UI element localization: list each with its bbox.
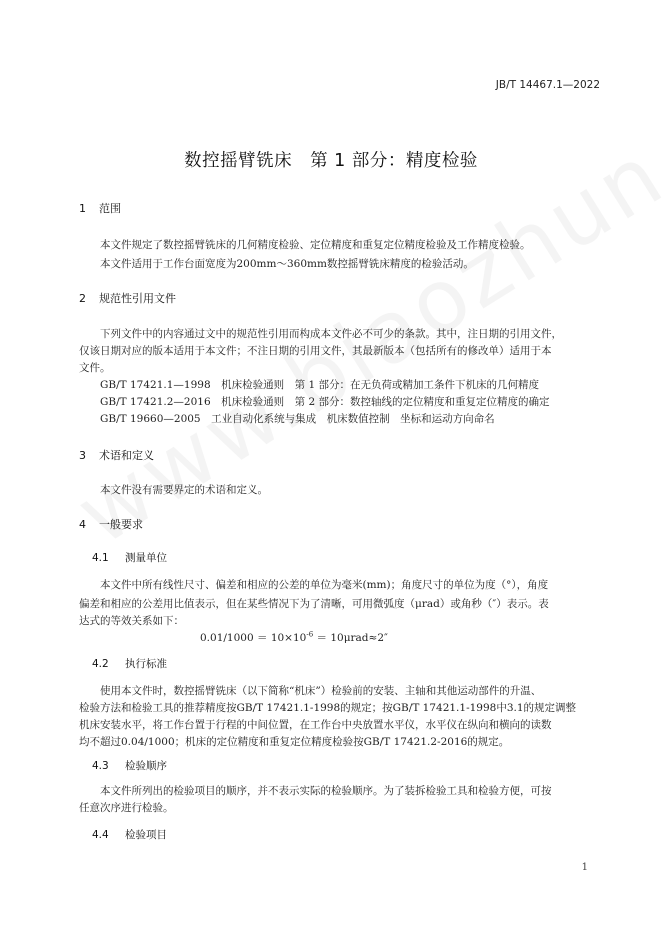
page-number: 1 — [581, 862, 588, 873]
section-3-heading — [79, 447, 154, 463]
formula-part: ＝ 10μrad≈2″ — [313, 632, 388, 644]
paragraph-line: 仅该日期对应的版本适用于本文件；不注日期的引用文件，其最新版本（包括所有的修改单）适用于本 — [79, 345, 552, 357]
paragraph-line: 机床安装水平，将工作台置于行程的中间位置，在工作台中央放置水平仪，水平仪在纵向和横向的读数 — [79, 719, 552, 731]
section-title: 规范性引用文件 — [99, 292, 176, 305]
paragraph: 本文件适用于工作台面宽度为200mm～360mm数控摇臂铣床精度的检验活动。 — [100, 258, 474, 270]
subsection-number: 4.4 — [92, 829, 109, 841]
section-title: 术语和定义 — [99, 449, 154, 462]
document-title: 数控摇臂铣床 第 1 部分：精度检验 — [184, 151, 478, 171]
section-number: 3 — [79, 449, 86, 462]
paragraph-line: 本文件所列出的检验项目的顺序，并不表示实际的检验顺序。为了装拆检验工具和检验方便，可按 — [100, 785, 552, 797]
paragraph-line: 偏差和相应的公差用比值表示，但在某些情况下为了清晰，可用微弧度（μrad）或角秒（″）表示。表 — [79, 598, 549, 610]
formula-exponent: -6 — [306, 630, 314, 639]
paragraph-line: 本文件中所有线性尺寸、偏差和相应的公差的单位为毫米(mm)；角度尺寸的单位为度（°），角度 — [100, 579, 549, 591]
paragraph-line: 任意次序进行检验。 — [79, 802, 174, 814]
paragraph-line: 下列文件中的内容通过文中的规范性引用而构成本文件必不可少的条款。其中，注日期的引用文件， — [100, 328, 562, 340]
section-number: 1 — [79, 202, 86, 215]
standard-code: JB/T 14467.1—2022 — [495, 79, 600, 91]
formula-part: 0.01/1000 ＝ 10×10 — [200, 632, 307, 644]
subsection-number: 4.1 — [92, 552, 109, 564]
subsection-title: 检验顺序 — [125, 760, 167, 772]
subsection-title: 检验项目 — [125, 829, 167, 841]
paragraph-line: 检验方法和检验工具的推荐精度按GB/T 17421.1-1998的规定；按GB/T 17421.1-1998中3.1的规定调整 — [79, 702, 577, 714]
paragraph-line: 文件。 — [79, 362, 111, 374]
paragraph-line: 使用本文件时，数控摇臂铣床（以下简称“机床”）检验前的安装、主轴和其他运动部件的升温、 — [100, 685, 542, 697]
subsection-title: 执行标准 — [125, 658, 167, 670]
paragraph-line: 达式的等效关系如下： — [79, 615, 184, 627]
paragraph: 本文件规定了数控摇臂铣床的几何精度检验、定位精度和重复定位精度检验及工作精度检验。 — [100, 239, 531, 251]
section-title: 范围 — [99, 202, 121, 215]
formula — [200, 630, 388, 645]
section-title: 一般要求 — [99, 518, 143, 531]
subsection-4-1-heading — [92, 550, 167, 565]
section-number: 2 — [79, 292, 86, 305]
section-number: 4 — [79, 518, 86, 531]
paragraph-line: 均不超过0.04/1000；机床的定位精度和重复定位精度检验按GB/T 17421.2-2016的规定。 — [79, 736, 510, 748]
subsection-4-2-heading — [92, 656, 167, 671]
reference-item: GB/T 17421.1—1998 机床检验通则 第 1 部分：在无负荷或精加工条件下机床的几何精度 — [100, 379, 539, 391]
section-1-heading — [79, 200, 121, 216]
section-2-heading — [79, 290, 176, 306]
section-4-heading — [79, 516, 143, 532]
subsection-4-3-heading — [92, 758, 167, 773]
subsection-title: 测量单位 — [125, 552, 167, 564]
paragraph: 本文件没有需要界定的术语和定义。 — [100, 484, 268, 496]
subsection-number: 4.2 — [92, 658, 109, 670]
reference-item: GB/T 19660—2005 工业自动化系统与集成 机床数值控制 坐标和运动方向命名 — [100, 413, 495, 425]
subsection-4-4-heading — [92, 827, 167, 842]
reference-item: GB/T 17421.2—2016 机床检验通则 第 2 部分：数控轴线的定位精度和重复定位精度的确定 — [100, 396, 550, 408]
subsection-number: 4.3 — [92, 760, 109, 772]
